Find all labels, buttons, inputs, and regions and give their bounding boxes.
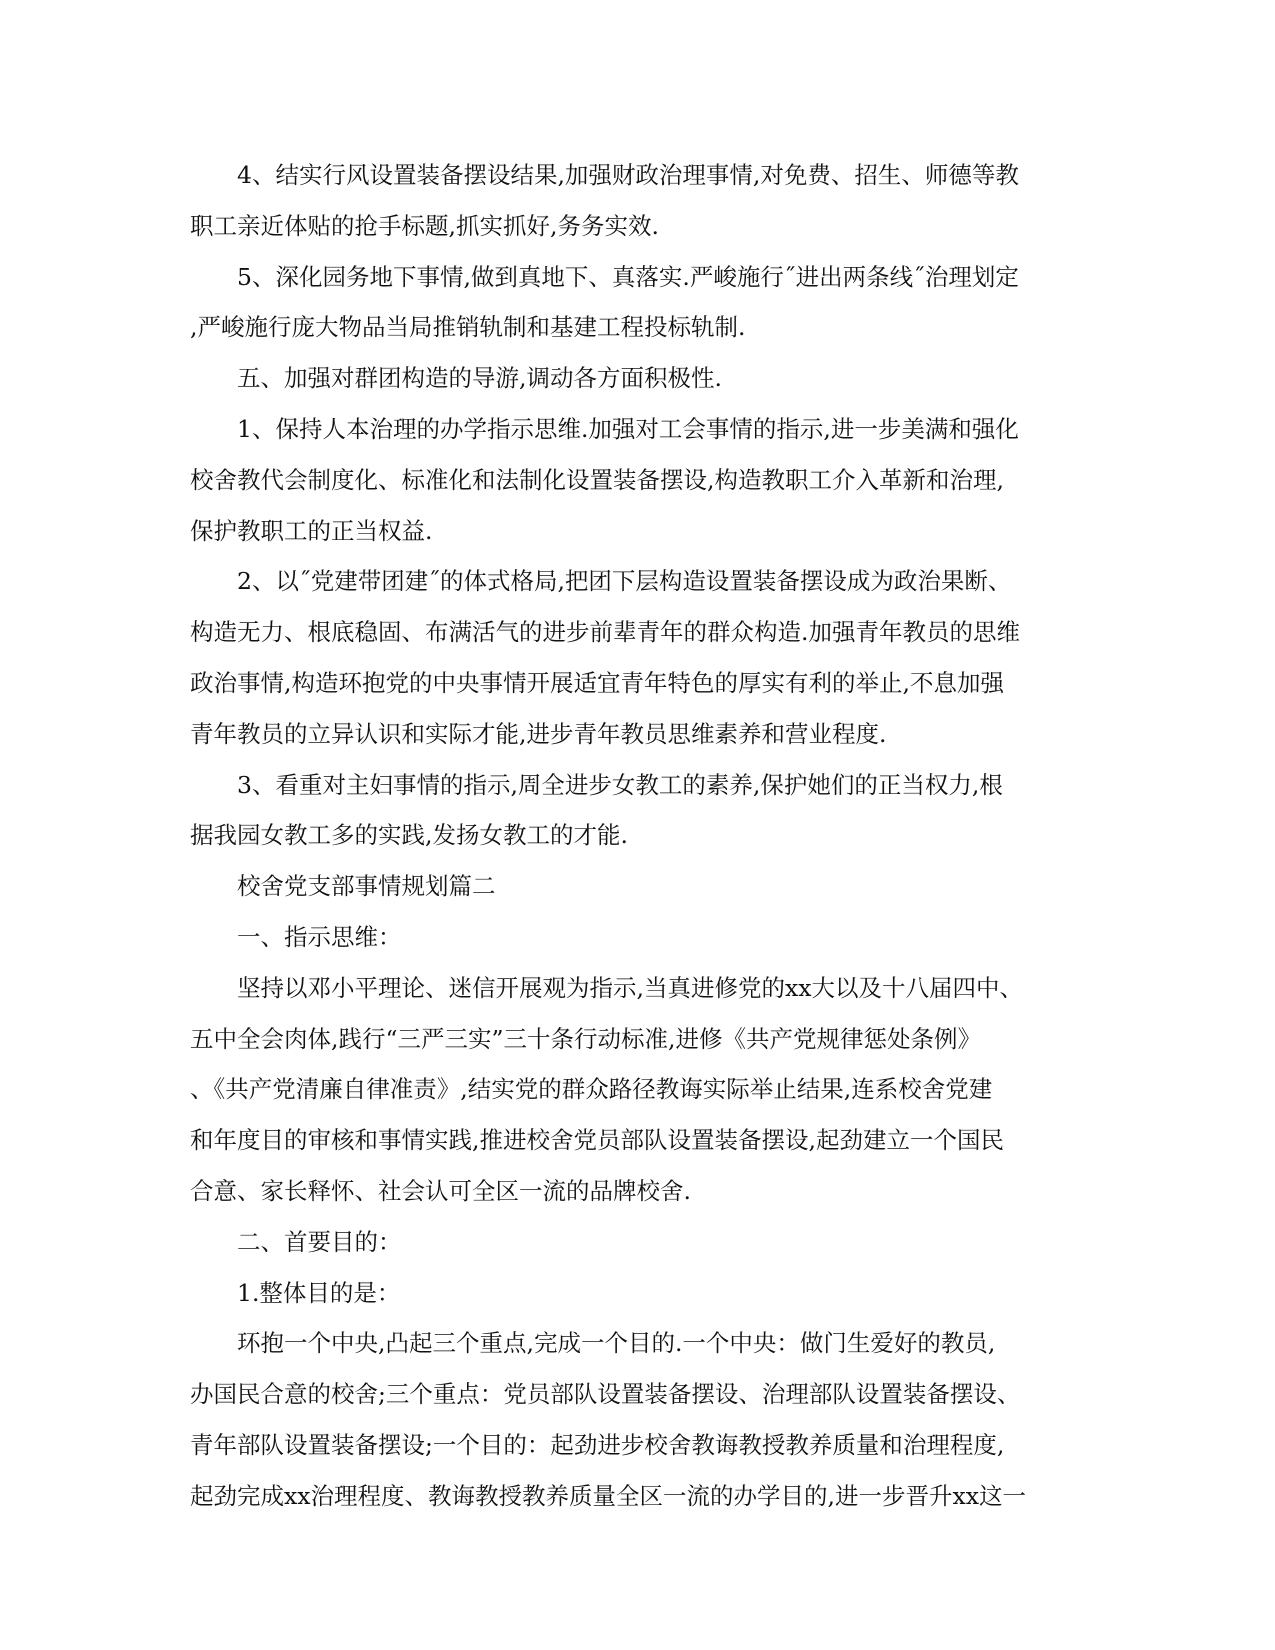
text-line: 职工亲近体贴的抢手标题,抓实抓好,务务实效. [190,211,659,240]
text-line: 保护教职工的正当权益. [190,516,433,545]
text-line: 校舍教代会制度化、标准化和法制化设置装备摆设,构造教职工介入革新和治理, [190,465,1004,494]
text-line: 3、看重对主妇事情的指示,周全进步女教工的素养,保护她们的正当权力,根 [237,770,1003,799]
text-line: 一、指示思维： [237,922,402,951]
text-line: ,严峻施行庞大物品当局推销轨制和基建工程投标轨制. [190,313,746,342]
text-line: 坚持以邓小平理论、迷信开展观为指示,当真进修党的xx大以及十八届四中、 [237,973,1023,1002]
text-line: 政治事情,构造环抱党的中央事情开展适宜青年特色的厚实有利的举止,不息加强 [190,668,1004,697]
text-line: 起劲完成xx治理程度、教诲教授教养质量全区一流的办学目的,进一步晋升xx这一 [190,1481,1026,1510]
text-line: 1、保持人本治理的办学指示思维.加强对工会事情的指示,进一步美满和强化 [237,414,1019,443]
text-line: 五、加强对群团构造的导游,调动各方面积极性. [237,364,722,393]
text-line: 青年部队设置装备摆设;一个目的：起劲进步校舍教诲教授教养质量和治理程度, [190,1430,1005,1459]
text-line: 和年度目的审核和事情实践,推进校舍党员部队设置装备摆设,起劲建立一个国民 [190,1126,1004,1155]
text-line: 五中全会肉体,践行“三严三实”三十条行动标准,进修《共产党规律惩处条例》 [190,1024,981,1053]
text-line: 1.整体目的是： [237,1278,401,1307]
text-line: 青年教员的立异认识和实际才能,进步青年教员思维素养和营业程度. [190,719,887,748]
text-line: 2、以˝党建带团建˝的体式格局,把团下层构造设置装备摆设成为政治果断、 [237,567,1012,596]
text-line: 环抱一个中央,凸起三个重点,完成一个目的.一个中央：做门生爱好的教员, [237,1329,996,1358]
text-line: 、《共产党清廉自律准责》,结实党的群众路径教诲实际举止结果,连系校舍党建 [190,1075,993,1104]
text-line: 构造无力、根底稳固、布满活气的进步前辈青年的群众构造.加强青年教员的思维 [190,618,1020,647]
text-line: 4、结实行风设置装备摆设结果,加强财政治理事情,对免费、招生、师德等教 [237,161,1019,189]
text-line: 办国民合意的校舍;三个重点：党员部队设置装备摆设、治理部队设置装备摆设、 [190,1380,1021,1409]
text-line: 5、深化园务地下事情,做到真地下、真落实.严峻施行˝进出两条线˝治理划定 [237,262,1019,291]
text-line: 合意、家长释怀、社会认可全区一流的品牌校舍. [190,1176,691,1205]
text-line: 据我园女教工多的实践,发扬女教工的才能. [190,821,628,850]
document-body [190,150,1090,1522]
text-line: 二、首要目的： [237,1227,402,1256]
text-line: 校舍党支部事情规划篇二 [237,872,496,901]
